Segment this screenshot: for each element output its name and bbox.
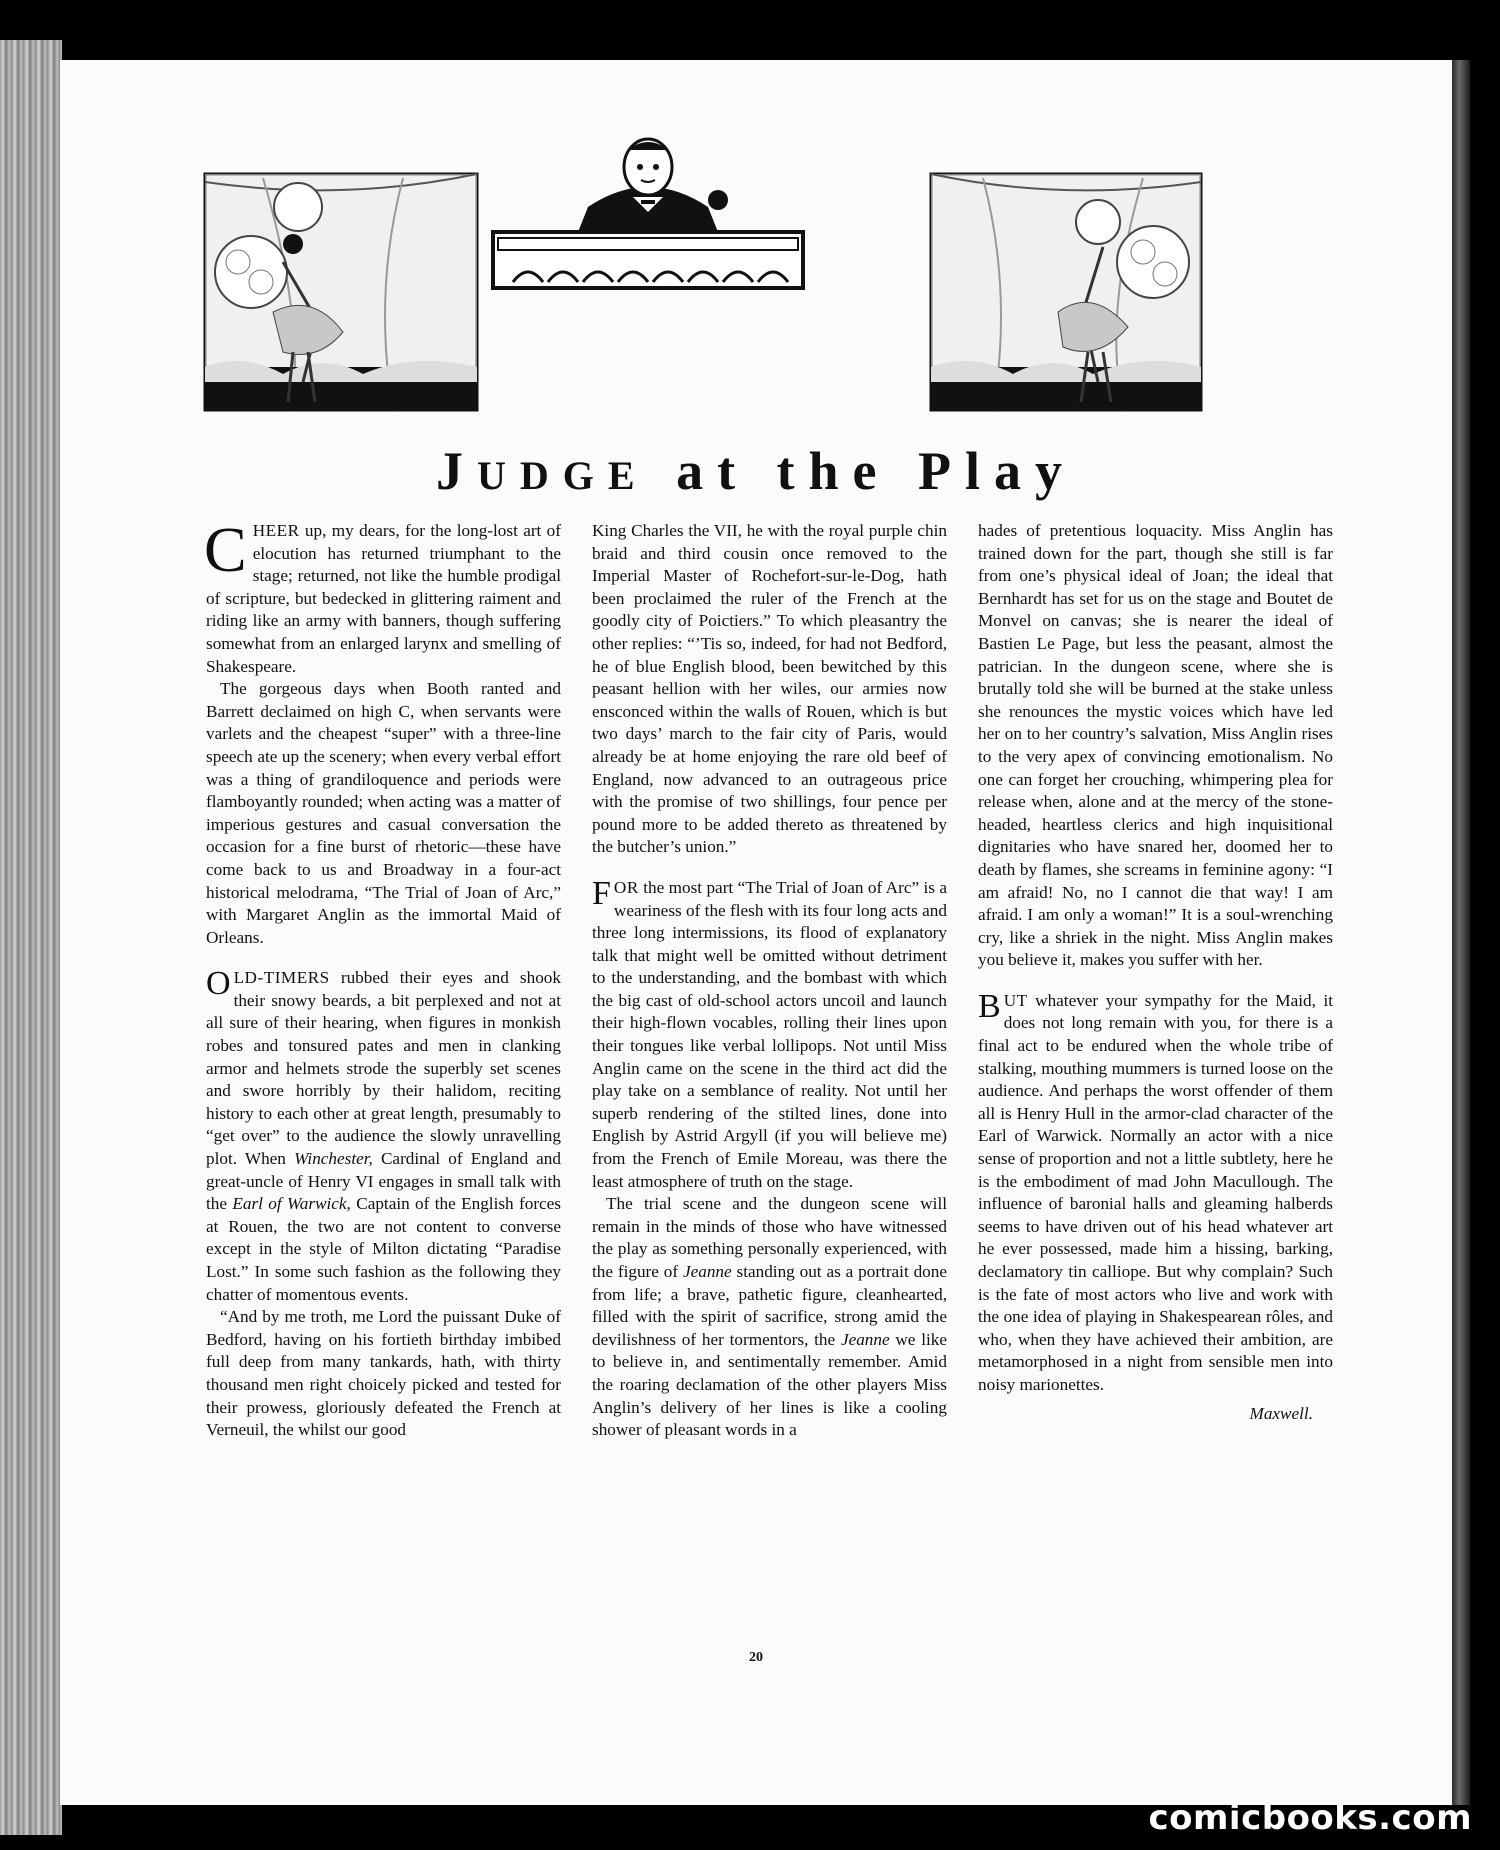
paragraph [592,874,947,1193]
title-rest: at the Play [648,441,1077,501]
paragraph-text: we like to believe in, and sentimentally remember. Amid the roaring declamation of the other players Miss Anglin’s delivery of her lines is like a cooling shower of pleasant words in a [592,1329,947,1440]
paragraph [592,1193,947,1442]
italic-name: Jeanne [682,1262,732,1281]
banner-svg [143,112,1246,412]
paragraph [204,514,561,678]
drop-cap: B [978,987,1001,1025]
paragraph-text: rubbed their eyes and shook their snowy beards, a bit perplexed and not at all sure of their hearing, when figures in monkish robes and tonsured pates and men in clanking armor and helmets strode the superbly set scenes and swore horribly by their halidom, reciting history to each other at great length, presumably to “get over” to the audience the slowly unravelling plot. When [206,968,561,1169]
column-2 [592,520,947,1442]
page-edge [1452,60,1470,1805]
lead-in: UT [1003,990,1028,1010]
lead-in: OR [613,877,639,897]
title-smallcaps: UDGE [476,453,649,498]
drop-cap: C [204,514,247,585]
drop-cap: O [206,965,231,1003]
watermark: comicbooks.com [1148,1798,1472,1838]
column-3 [978,520,1333,1425]
page-number: 20 [749,1650,763,1665]
dancer-left-icon [205,174,477,410]
lead-in: HEER [252,521,300,540]
header-illustration [143,112,1246,412]
title-initial: J [435,441,477,501]
paragraph: The gorgeous days when Booth ranted and Barrett declaimed on high C, when servants were varlets and the cheapest “super” with a three-line speech ate up the scenery; when every verbal effort was a thing of grandiloquence and periods were flamboyantly rounded; when acting was a matter of imperious gestures and casual conversation the occasion for a fine burst of rhetoric—these have come back to us and Broadway in a four-act historical melodrama, “The Trial of Joan of Arc,” with Margaret Anglin as the immortal Maid of Orleans. [206,679,561,947]
italic-name: Earl of Warwick, [232,1194,351,1214]
drop-cap: F [592,874,611,912]
paragraph [978,987,1333,1397]
paragraph-text: the most part “The Trial of Joan of Arc” is a weariness of the flesh with its four long acts and three long intermissions, its flood of explanatory talk that might well be omitted without detriment to the understanding, and the bombast with which the big cast of old-school actors uncoil and launch their high-flown vocables, rolling their lines upon their tongues like verbal lollipops. Not until Miss Anglin came on the scene in the third act did the play take on a semblance of reality. Not until her superb rendering of the stilted lines, done into English by Astrid Argyll (if you will believe me) from the French of Emile Moreau, was there the least atmosphere of truth on the stage. [592,877,947,1191]
italic-name: Jeanne [840,1329,890,1349]
book-binding [0,40,62,1835]
paragraph-text: The trial scene and the dungeon scene will remain in the minds of those who have witnessed the play as something personally experienced, with the figure of [592,1194,947,1281]
man-in-theater-box-icon [493,139,803,288]
paragraph: “And by me troth, me Lord the puissant Duke of Bedford, having on his fortieth birthday imbibed full deep from many tankards, hath, with thirty thousand men right choicely picked and tested for their prowess, gloriously defeated the French at Verneuil, the whilst our good [206,1307,561,1440]
paragraph-text: standing out as a portrait done from life; a brave, pathetic figure, cleanhearted, filled with the spirit of sacrifice, strong amid the devilishness of her tormentors, the [592,1262,947,1349]
dancer-right-icon [931,174,1201,410]
lead-in: LD-TIMERS [233,968,330,988]
paragraph-text: Cardinal of England and great-uncle of Henry VI engages in small talk with the [206,1149,561,1214]
paragraph-text: Captain of the English forces at Rouen, the two are not content to converse except in the style of Milton dictating “Paradise Lost.” In some such fashion as the following they chatter of momentous events. [206,1194,561,1304]
paragraph: King Charles the VII, he with the royal purple chin braid and third cousin once removed to the Imperial Master of Rochefort-sur-le-Dog, hath been proclaimed the ruler of the French at the goodly city of Poictiers.” To which pleasantry the other replies: “’Tis so, indeed, for had not Bedford, he of blue English blood, been bewitched by this peasant hellion with her wiles, our armies now ensconced within the walls of Rouen, which is but two days’ march to the fair city of Paris, would already be at home enjoying the rare old beef of England, now advanced to an outrageous price with the promise of two shillings, four pence per pound more to be added thereto as threatened by the butcher’s union.” [592,521,947,857]
article-title [60,440,1452,502]
italic-name: Winchester, [294,1149,373,1169]
paragraph-text: up, my dears, for the long-lost art of elocution has returned triumphant to the stage; returned, not like the humble prodigal of scripture, but bedecked in glittering raiment and riding like an army with banners, though suffering somewhat from an enlarged larynx and smelling of Shakespeare. [206,521,561,676]
paragraph-text: whatever your sympathy for the Maid, it does not long remain with you, for there is a final act to be endured when the whole tribe of stalking, mouthing mummers is turned loose on the audience. And perhaps the worst offender of them all is Henry Hull in the armor-clad character of the Earl of Warwick. Normally an actor with a nice sense of proportion and not a little subtlety, here he is the embodiment of mad John Macullough. The influence of baronial halls and gleaming halberds seems to have driven out of his head whatever art he ever possessed, made him a hissing, barking, declamatory tin calliope. But why complain? Such is the fate of most actors who live and work with the one idea of playing in Shakespearean rôles, and who, when they have achieved their ambition, are metamorphosed in a night from sensible men into noisy marionettes. [978,990,1333,1394]
paragraph: hades of pretentious loquacity. Miss Anglin has trained down for the part, though she still is far from one’s physical ideal of Joan; the ideal that Bernhardt has set for us on the stage and Boutet de Monvel on canvas; she is nearer the ideal of Bastien Le Page, but less the peasant, almost the patrician. In the dungeon scene, where she is brutally told she will be burned at the stake unless she renounces the mystic voices which have led her on to her country’s salvation, Miss Anglin rises to the very apex of convincing emotionalism. No one can forget her crouching, whimpering plea for release when, alone and at the mercy of the stone-headed, heartless clerics and high inquisitional dignitaries who have snared her, doomed her to death by flames, she screams in feminine agony: “I am afraid! No, no I cannot die that way! I am afraid. I am only a woman!” It is a soul-wrenching cry, like a shriek in the night. Miss Anglin makes you believe it, makes you suffer with her. [978,521,1333,970]
author-signature: Maxwell. [1249,1403,1313,1423]
column-1 [204,514,561,1442]
paragraph [206,967,561,1306]
